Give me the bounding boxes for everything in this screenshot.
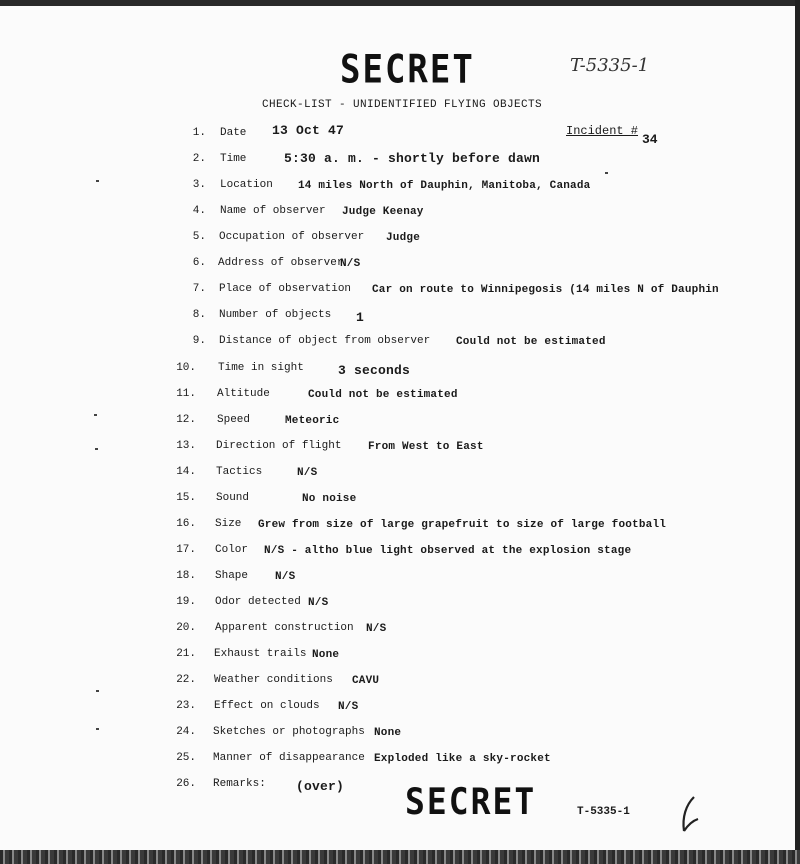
secret-stamp-top: SECRET <box>340 47 475 93</box>
item-number: 12. <box>176 414 196 426</box>
scan-border-top <box>0 0 800 6</box>
item-answer: N/S <box>308 597 329 609</box>
item-answer: Could not be estimated <box>456 336 606 348</box>
item-label: Place of observation <box>219 283 352 295</box>
item-number: 4. <box>192 205 206 217</box>
item-label: Tactics <box>216 466 263 478</box>
item-number: 8. <box>192 309 206 321</box>
scan-speck <box>96 690 99 692</box>
item-answer: N/S <box>338 701 359 713</box>
item-number: 6. <box>192 257 206 269</box>
item-label: Speed <box>217 414 251 426</box>
handwritten-mark <box>676 795 702 835</box>
item-number: 25. <box>176 752 196 764</box>
item-label: Direction of flight <box>216 440 342 452</box>
item-answer: N/S <box>297 467 318 479</box>
item-label: Time in sight <box>218 362 304 374</box>
item-answer: Meteoric <box>285 415 340 427</box>
item-number: 23. <box>176 700 196 712</box>
item-label: Remarks: <box>213 778 266 790</box>
item-label: Name of observer <box>220 205 326 217</box>
item-answer: Could not be estimated <box>308 389 458 401</box>
item-number: 5. <box>192 231 206 243</box>
item-answer: Grew from size of large grapefruit to size of large football <box>258 519 667 531</box>
scan-speck <box>96 180 99 182</box>
item-label: Exhaust trails <box>214 648 307 660</box>
item-number: 15. <box>176 492 196 504</box>
item-label: Shape <box>215 570 249 582</box>
item-label: Manner of disappearance <box>213 752 365 764</box>
item-answer: N/S <box>275 571 296 583</box>
item-label: Distance of object from observer <box>219 335 431 347</box>
item-label: Effect on clouds <box>214 700 320 712</box>
item-number: 22. <box>176 674 196 686</box>
scan-speck <box>96 728 99 730</box>
item-number: 13. <box>176 440 196 452</box>
item-number: 20. <box>176 622 196 634</box>
item-label: Sound <box>216 492 250 504</box>
item-answer: Car on route to Winnipegosis (14 miles N of Dauphin <box>372 284 719 296</box>
item-answer: From West to East <box>368 441 484 453</box>
scan-border-bottom <box>0 850 800 864</box>
item-number: 21. <box>176 648 196 660</box>
item-number: 7. <box>192 283 206 295</box>
item-number: 11. <box>176 388 196 400</box>
item-answer: CAVU <box>352 675 380 687</box>
item-label: Altitude <box>217 388 270 400</box>
item-label: Color <box>215 544 249 556</box>
item-answer: No noise <box>302 493 357 505</box>
item-label: Date <box>220 127 247 139</box>
item-number: 18. <box>176 570 196 582</box>
item-answer: None <box>312 649 340 661</box>
secret-stamp-bottom: SECRET <box>405 780 537 823</box>
item-number: 24. <box>176 726 196 738</box>
item-number: 9. <box>192 335 206 347</box>
item-number: 10. <box>176 362 196 374</box>
item-answer: 5:30 a. m. - shortly before dawn <box>284 151 541 166</box>
handwritten-reference: T-5335-1 <box>570 55 650 76</box>
item-number: 16. <box>176 518 196 530</box>
item-answer: 13 Oct 47 <box>272 123 345 138</box>
item-label: Time <box>220 153 247 165</box>
item-number: 2. <box>192 153 206 165</box>
item-label: Occupation of observer <box>219 231 365 243</box>
item-answer: N/S <box>366 623 387 635</box>
item-answer: 14 miles North of Dauphin, Manitoba, Canada <box>298 180 591 192</box>
incident-number: 34 <box>642 132 658 147</box>
item-label: Sketches or photographs <box>213 726 365 738</box>
item-answer: Judge Keenay <box>342 206 424 218</box>
item-label: Number of objects <box>219 309 332 321</box>
document-title: CHECK-LIST - UNIDENTIFIED FLYING OBJECTS <box>262 99 543 111</box>
item-number: 14. <box>176 466 196 478</box>
item-answer: Exploded like a sky-rocket <box>374 753 551 765</box>
item-number: 17. <box>176 544 196 556</box>
item-number: 19. <box>176 596 196 608</box>
item-label: Weather conditions <box>214 674 333 686</box>
item-label: Address of observer <box>218 257 344 269</box>
item-answer: 3 seconds <box>338 363 411 378</box>
item-label: Apparent construction <box>215 622 354 634</box>
item-number: 1. <box>192 127 206 139</box>
item-label: Odor detected <box>215 596 301 608</box>
item-answer: 1 <box>356 310 365 325</box>
document-reference: T-5335-1 <box>577 806 630 818</box>
item-answer: N/S - altho blue light observed at the explosion stage <box>264 545 632 557</box>
scan-speck <box>605 172 608 174</box>
incident-field <box>566 124 658 147</box>
item-number: 26. <box>176 778 196 790</box>
item-answer: None <box>374 727 402 739</box>
item-number: 3. <box>192 179 206 191</box>
scan-speck <box>95 448 98 450</box>
item-label: Size <box>215 518 242 530</box>
item-answer: (over) <box>296 779 345 794</box>
scan-border-right <box>795 0 800 864</box>
item-label: Location <box>220 179 273 191</box>
item-answer: N/S <box>340 258 361 270</box>
scan-speck <box>94 414 97 416</box>
item-answer: Judge <box>386 232 421 244</box>
incident-label: Incident # <box>566 124 639 138</box>
